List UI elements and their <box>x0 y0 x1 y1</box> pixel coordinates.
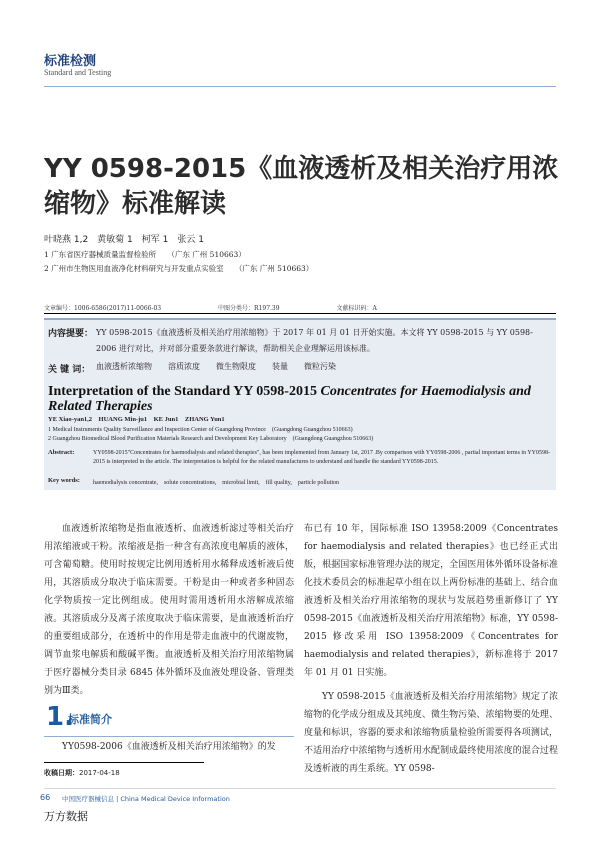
authors: 叶晓燕 1,2 黄敏菊 1 柯军 1 张云 1 <box>44 235 204 245</box>
english-affiliation-2: 2 Guangzhou Biomedical Blood Purification Materials Research and Development Key Laboratory (Guangdong Guangzhou 510663) <box>48 436 374 442</box>
header-rule <box>44 86 556 87</box>
english-title <box>48 384 556 414</box>
watermark-text: 万方数据 <box>44 810 88 823</box>
section-title: 标准简介 <box>68 713 112 726</box>
section-paragraph: YY0598-2006《血液透析及相关治疗用浓缩物》的发 <box>62 742 276 752</box>
meta-rule <box>44 313 556 314</box>
english-abstract-text: YY0598-2015"Concentrates for haemodialysis and related therapies", has been implemented from January 1st, 2017 .By comparison with YY0598-2006 , partial important terms in YY0598-2015 is interpreted in the article. The interpretation is helpful for the related manufactures to understand and handle the standard YY0598-2015. <box>93 450 551 465</box>
abstract-cn-label: 内容提要： <box>48 329 94 339</box>
english-abstract-label: Abstract: <box>48 449 75 456</box>
keywords-cn-label: 关 键 词： <box>48 365 91 375</box>
document-code: 文献标识码：A <box>336 305 377 312</box>
article-meta <box>44 303 556 312</box>
english-authors: YE Xiao-yan1,2 HUANG Min-ju1 KE Jun1 ZHANG Yun1 <box>48 416 225 423</box>
footnote-rule <box>44 762 204 763</box>
article-number: 文章编号：1006-6586(2017)11-0066-03 <box>44 305 162 312</box>
abstract-cn-text: YY 0598-2015《血液透析及相关治疗用浓缩物》于 2017 年 01 月 01 日开始实施。本文将 YY 0598-2015 与 YY 0598-2006 进行对比，并对部分重要条款进行解读，帮助相关企业理解运用该标准。 <box>96 328 533 353</box>
english-affiliation-1: 1 Medical Instruments Quality Surveillance and Inspection Center of Guangdong Province (Guangdong Guangzhou 510663) <box>48 427 353 433</box>
received-date <box>44 768 120 778</box>
english-title-italic: Concentrates for Haemodialysis and Related Therapies <box>48 384 531 414</box>
received-label: 收稿日期： <box>44 769 79 777</box>
affiliation-2: 2 广州市生物医用血液净化材料研究与开发重点实验室 （广东 广州 510663） <box>44 264 314 273</box>
body-right-column <box>304 520 558 778</box>
english-keywords-text: haemodialysis concentrate, solute concentrations, microbial limit, fill quality, particle pollution <box>93 480 340 486</box>
article-title: YY 0598-2015《血液透析及相关治疗用浓缩物》标准解读 <box>44 154 559 219</box>
english-keywords-label: Key words: <box>48 477 80 484</box>
footer-rule <box>44 788 556 789</box>
keywords-cn-text: 血液透析浓缩物 溶质浓度 微生物限度 装量 微粒污染 <box>96 362 336 371</box>
body-right-paragraph: 布已有 10 年，国际标准 ISO 13958:2009《Concentrates for haemodialysis and related therapies》也已经正式出版，根据国家标准管理办法的规定，全国医用体外循环设备标准化技术委员会的标准起草小组在以上两份标准的基础上、结合血液透析及相关治疗用浓缩物的现状与发展趋势重新修订了 YY 0598-2015《血液透析及相关治疗用浓缩物》标准，YY 0598-2015 修改采用 ISO 13958:2009《Concentrates for haemodialysis and related therapies》，新标准将于 2017 年 01 月 01 日实施。 <box>304 524 558 678</box>
affiliation-1: 1 广东省医疗器械质量监督检验所 （广东 广州 510663） <box>44 250 246 259</box>
received-value: 2017-04-18 <box>79 769 120 777</box>
section-heading: 标准检测 <box>44 54 97 69</box>
body-left-paragraph: 血液透析浓缩物是指血液透析、血液透析滤过等相关治疗用浓缩液或干粉。浓缩液是指一种含有高浓度电解质的液体，可含葡萄糖。使用时按规定比例用透析用水稀释成透析液后使用，其溶质成分取决于临床需要。干粉是由一种或者多种固态化学物质按一定比例组成。使用时需用透析用水溶解成浓缩液。其溶质成分及离子浓度取决于临床需要，是血液透析治疗的重要组成部分，在透析中的作用是带走血液中的代谢废物，调节血浆电解质和酸碱平衡。血液透析及相关治疗用浓缩物属于医疗器械分类目录 6845 体外循环及血液处理设备、管理类别为Ⅲ类。 <box>44 524 294 696</box>
body-right-paragraph: YY 0598-2015《血液透析及相关治疗用浓缩物》规定了浓缩物的化学成分组成及其纯度、微生物污染、浓缩物要的处理、度量和标识，容器的要求和浓缩物质量检验所需要得各项测试，不适用治疗中浓缩物与透析用水配制成最终使用浓度的混合过程及透析液的再生系统。YY 0598- <box>304 692 558 774</box>
journal-name: 中国医疗器械信息 | China Medical Device Information <box>62 795 230 803</box>
section-rule <box>44 736 294 737</box>
section-number: 1. <box>46 702 74 732</box>
section-subheading: Standard and Testing <box>44 68 112 77</box>
english-title-prefix: Interpretation of the Standard YY 0598-2015 <box>48 384 321 399</box>
clc-number: 中图分类号：R197.39 <box>218 305 280 312</box>
page-number: 66 <box>40 793 51 802</box>
